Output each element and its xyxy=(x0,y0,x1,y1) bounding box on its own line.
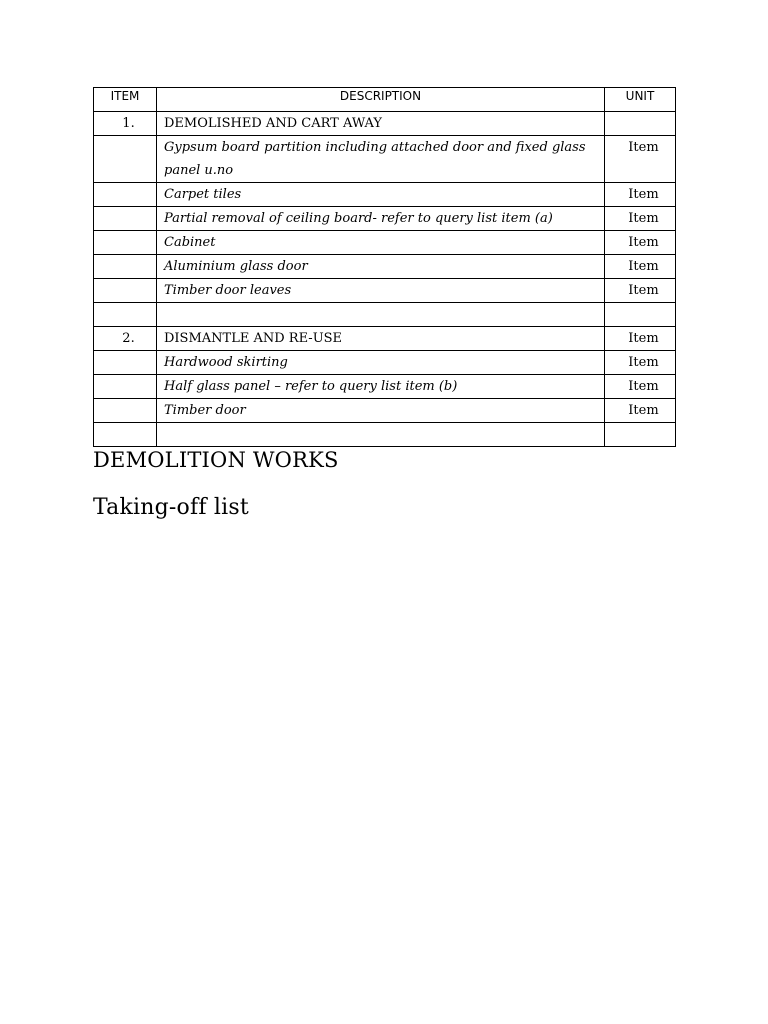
row-item-number xyxy=(94,136,157,183)
row-item-number xyxy=(94,303,157,327)
table-row xyxy=(94,255,676,279)
table-row xyxy=(94,351,676,375)
row-item-number: 1. xyxy=(94,112,157,136)
taking-off-table xyxy=(93,87,676,447)
table-header-row xyxy=(94,88,676,112)
row-description: Timber door xyxy=(157,399,605,423)
row-description: Aluminium glass door xyxy=(157,255,605,279)
row-item-number xyxy=(94,375,157,399)
table-row xyxy=(94,112,676,136)
header-unit: UNIT xyxy=(605,88,676,112)
section-title: DEMOLITION WORKS xyxy=(93,448,339,472)
header-item: ITEM xyxy=(94,88,157,112)
row-section-heading: DISMANTLE AND RE-USE xyxy=(157,327,605,351)
row-unit: Item xyxy=(605,279,676,303)
row-description: Gypsum board partition including attached door and fixed glass panel u.no xyxy=(157,136,605,183)
header-description: DESCRIPTION xyxy=(157,88,605,112)
table-row xyxy=(94,183,676,207)
row-unit: Item xyxy=(605,255,676,279)
table-row xyxy=(94,231,676,255)
row-description xyxy=(157,303,605,327)
row-description: Timber door leaves xyxy=(157,279,605,303)
row-description: Cabinet xyxy=(157,231,605,255)
table-row xyxy=(94,303,676,327)
table-row xyxy=(94,327,676,351)
row-unit: Item xyxy=(605,375,676,399)
row-item-number xyxy=(94,279,157,303)
row-unit: Item xyxy=(605,399,676,423)
document-subtitle: Taking-off list xyxy=(93,495,249,520)
row-description: Hardwood skirting xyxy=(157,351,605,375)
row-item-number xyxy=(94,351,157,375)
table-row xyxy=(94,136,676,183)
row-description: Partial removal of ceiling board- refer to query list item (a) xyxy=(157,207,605,231)
table-row xyxy=(94,279,676,303)
row-item-number xyxy=(94,231,157,255)
row-description: Half glass panel – refer to query list item (b) xyxy=(157,375,605,399)
row-unit: Item xyxy=(605,207,676,231)
row-unit: Item xyxy=(605,327,676,351)
table-row xyxy=(94,423,676,447)
table-row xyxy=(94,375,676,399)
row-description: Carpet tiles xyxy=(157,183,605,207)
row-unit xyxy=(605,423,676,447)
row-unit xyxy=(605,112,676,136)
table-row xyxy=(94,207,676,231)
row-unit: Item xyxy=(605,136,676,183)
row-item-number xyxy=(94,183,157,207)
row-unit xyxy=(605,303,676,327)
row-unit: Item xyxy=(605,351,676,375)
row-description xyxy=(157,423,605,447)
row-item-number xyxy=(94,423,157,447)
row-item-number xyxy=(94,255,157,279)
row-item-number: 2. xyxy=(94,327,157,351)
table-row xyxy=(94,399,676,423)
row-unit: Item xyxy=(605,231,676,255)
row-unit: Item xyxy=(605,183,676,207)
row-section-heading: DEMOLISHED AND CART AWAY xyxy=(157,112,605,136)
row-item-number xyxy=(94,399,157,423)
row-item-number xyxy=(94,207,157,231)
